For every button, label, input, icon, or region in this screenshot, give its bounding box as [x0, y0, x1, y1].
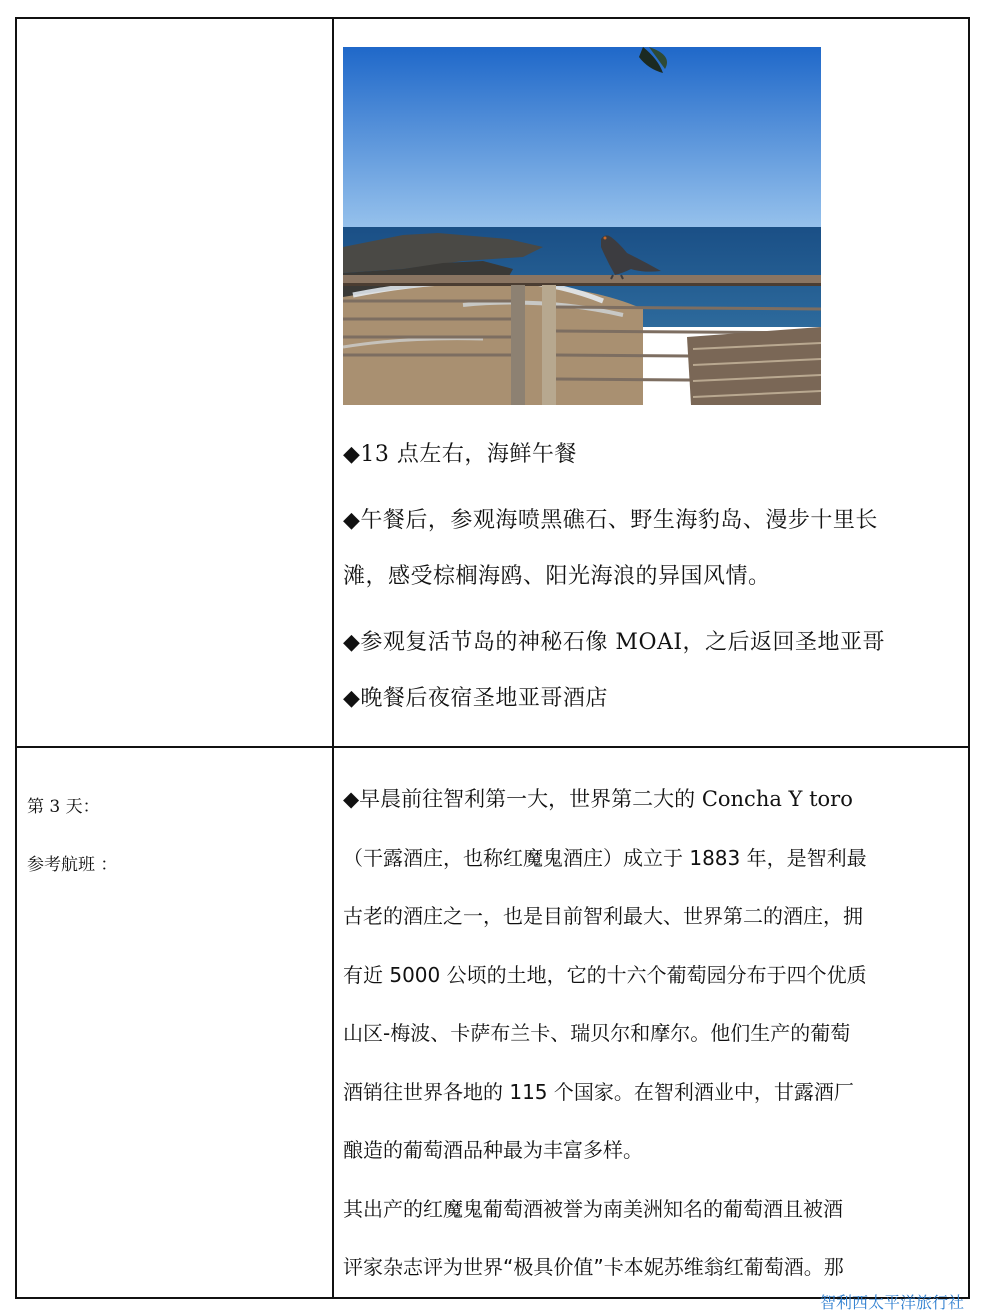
day2-left-cell [16, 18, 333, 747]
text-line: 古老的酒庄之一，也是目前智利最大、世界第二的酒庄，拥 [343, 904, 863, 928]
list-item: ◆午餐后，参观海喷黑礁石、野生海豹岛、漫步十里长 [343, 508, 878, 533]
text-line: 山区-梅波、卡萨布兰卡、瑞贝尔和摩尔。他们生产的葡萄 [343, 1021, 851, 1045]
list-item: ◆13 点左右，海鲜午餐 [343, 442, 577, 467]
text-line: 其出产的红魔鬼葡萄酒被誉为南美洲知名的葡萄酒且被酒 [343, 1196, 843, 1221]
itinerary-table [15, 17, 970, 1299]
day2-items [343, 427, 961, 727]
text-line: 评家杂志评为世界“极具价值”卡本妮苏维翁红葡萄酒。那 [343, 1255, 844, 1279]
text-line: ◆早晨前往智利第一大，世界第二大的 Concha Y toro [343, 787, 853, 811]
day3-description [343, 770, 961, 1297]
list-item: ◆参观复活节岛的神秘石像 MOAI，之后返回圣地亚哥 [343, 630, 886, 655]
seaside-photo [343, 47, 821, 405]
footer-brand: 智利西太平洋旅行社 [820, 1293, 965, 1312]
text-line: 有近 5000 公顷的土地，它的十六个葡萄园分布于四个优质 [343, 962, 867, 987]
list-item: 滩，感受棕榈海鸥、阳光海浪的异国风情。 [343, 564, 771, 589]
text-line: 酒销往世界各地的 115 个国家。在智利酒业中，甘露酒厂 [343, 1079, 854, 1104]
text-line: 酿造的葡萄酒品种最为丰富多样。 [343, 1138, 643, 1162]
table-row-day3 [16, 747, 969, 1298]
text-line: （干露酒庄，也称红魔鬼酒庄）成立于 1883 年，是智利最 [343, 845, 867, 870]
list-item: ◆晚餐后夜宿圣地亚哥酒店 [343, 686, 608, 711]
day-label: 第 3 天： [27, 797, 100, 817]
day3-content-cell [333, 747, 969, 1298]
day2-content-cell [333, 18, 969, 747]
table-row-day2 [16, 18, 969, 747]
flight-label: 参考航班 ： [27, 855, 118, 875]
day3-left-cell [16, 747, 333, 1298]
